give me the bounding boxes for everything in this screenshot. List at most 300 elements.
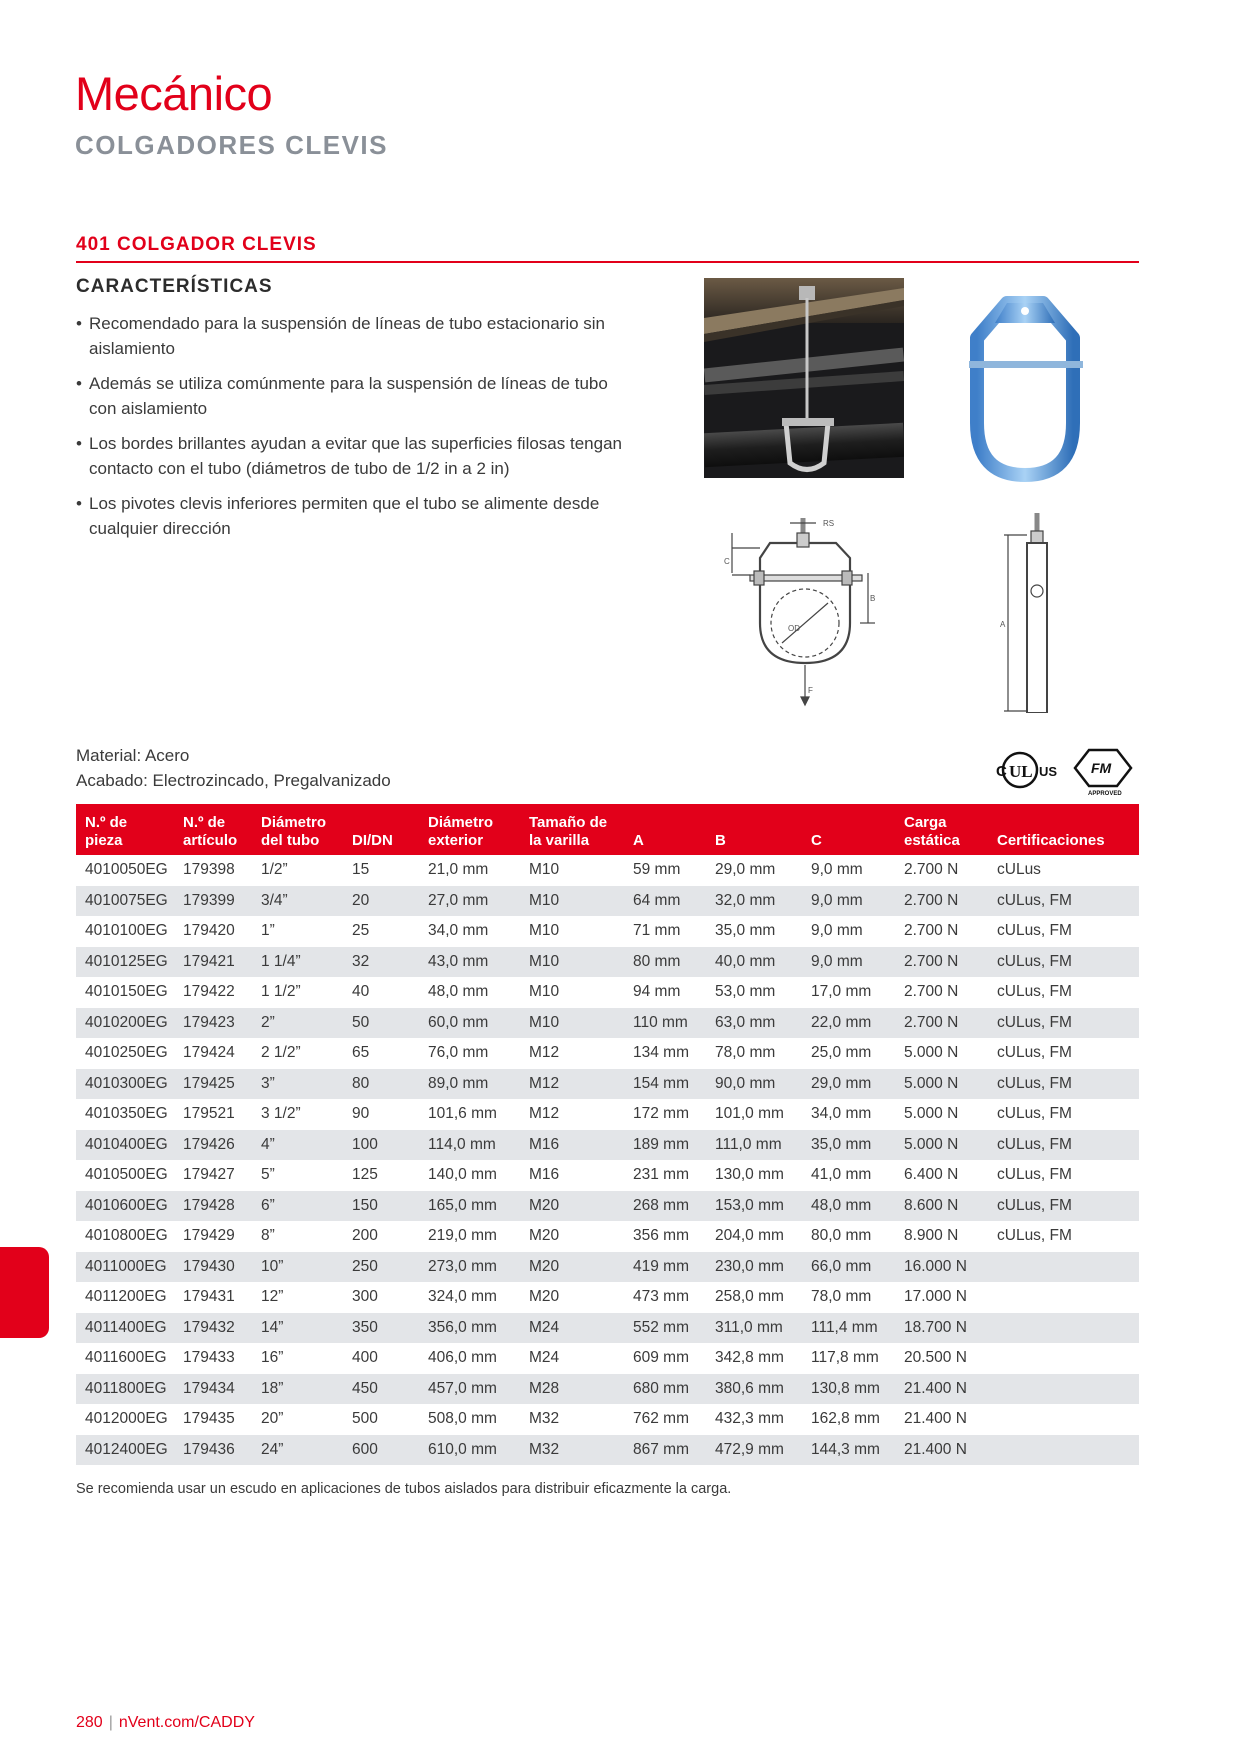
table-row xyxy=(76,947,1139,978)
table-cell: M20 xyxy=(529,1288,560,1306)
column-header xyxy=(988,804,1139,855)
table-cell: 179426 xyxy=(174,1130,252,1161)
table-cell: cULus, FM xyxy=(997,922,1072,940)
table-cell: 80 xyxy=(343,1069,419,1100)
table-cell: 21.400 N xyxy=(904,1410,967,1428)
table-cell: 35,0 mm xyxy=(715,922,776,940)
table-cell: 24” xyxy=(252,1435,343,1466)
table-cell: 356 mm xyxy=(633,1227,689,1245)
page-subtitle: COLGADORES CLEVIS xyxy=(75,130,388,160)
table-cell: 4010500EG xyxy=(85,1166,168,1184)
column-header-line: B xyxy=(715,832,726,849)
table-cell: M16 xyxy=(529,1166,560,1184)
table-cell xyxy=(988,1404,1139,1435)
table-header-row xyxy=(76,804,1139,855)
table-cell: M20 xyxy=(520,1191,624,1222)
table-cell: 130,8 mm xyxy=(802,1374,895,1405)
table-cell: 50 xyxy=(343,1008,419,1039)
table-cell: 22,0 mm xyxy=(802,1008,895,1039)
table-cell: cULus, FM xyxy=(988,947,1139,978)
table-cell: 552 mm xyxy=(624,1313,706,1344)
table-cell: 2 1/2” xyxy=(261,1044,301,1062)
table-cell: 18.700 N xyxy=(895,1313,988,1344)
table-cell: 6” xyxy=(252,1191,343,1222)
column-header-line: C xyxy=(811,832,822,849)
front-dimension-diagram xyxy=(720,513,890,713)
table-row xyxy=(76,1282,1139,1313)
table-cell: 8” xyxy=(261,1227,275,1245)
table-header xyxy=(76,804,1139,855)
table-cell: 117,8 mm xyxy=(811,1349,879,1367)
table-cell: 111,0 mm xyxy=(706,1130,802,1161)
table-cell xyxy=(988,1282,1139,1313)
table-cell: 204,0 mm xyxy=(715,1227,784,1245)
table-cell: 6.400 N xyxy=(904,1166,959,1184)
table-body xyxy=(76,855,1139,1465)
table-cell: 2” xyxy=(252,1008,343,1039)
table-cell: 473 mm xyxy=(633,1288,689,1306)
column-header xyxy=(802,804,895,855)
table-cell: 268 mm xyxy=(624,1191,706,1222)
table-cell: 610,0 mm xyxy=(419,1435,520,1466)
product-title: 401 COLGADOR CLEVIS xyxy=(76,234,317,255)
table-cell: 179431 xyxy=(183,1288,235,1306)
table-cell: 508,0 mm xyxy=(428,1410,497,1428)
table-cell: 231 mm xyxy=(633,1166,689,1184)
table-cell: 90 xyxy=(352,1105,370,1123)
column-header-line: exterior xyxy=(428,832,484,849)
table-cell: M24 xyxy=(520,1313,624,1344)
table-cell: 4010250EG xyxy=(85,1044,168,1062)
label-f: F xyxy=(808,686,813,695)
table-row xyxy=(76,886,1139,917)
table-cell: 59 mm xyxy=(633,861,681,879)
table-cell: 29,0 mm xyxy=(802,1069,895,1100)
section-divider xyxy=(76,261,1139,263)
features-heading: CARACTERÍSTICAS xyxy=(76,276,273,297)
table-cell: 179422 xyxy=(183,983,235,1001)
column-header-line xyxy=(715,814,802,832)
footnote: Se recomienda usar un escudo en aplicaciones de tubos aislados para distribuir eficazmente la carga. xyxy=(76,1481,732,1497)
table-cell: 150 xyxy=(343,1191,419,1222)
label-b: B xyxy=(870,594,876,603)
table-cell xyxy=(988,1313,1139,1344)
table-cell: 1” xyxy=(261,922,275,940)
column-header xyxy=(624,804,706,855)
table-cell: 29,0 mm xyxy=(715,861,776,879)
table-cell: 4012400EG xyxy=(76,1435,174,1466)
table-cell: 450 xyxy=(343,1374,419,1405)
table-cell: 4011000EG xyxy=(76,1252,174,1283)
table-cell: 4011400EG xyxy=(76,1313,174,1344)
table-cell: M10 xyxy=(520,1008,624,1039)
table-cell: 125 xyxy=(352,1166,378,1184)
table-cell: 179425 xyxy=(174,1069,252,1100)
table-cell: 179430 xyxy=(174,1252,252,1283)
table-cell: 311,0 mm xyxy=(706,1313,802,1344)
table-cell: 179427 xyxy=(183,1166,235,1184)
table-cell: cULus, FM xyxy=(988,886,1139,917)
column-header-line: Certificaciones xyxy=(997,832,1105,849)
table-cell: 78,0 mm xyxy=(715,1044,776,1062)
table-cell: 4011800EG xyxy=(76,1374,174,1405)
table-cell: 111,4 mm xyxy=(802,1313,895,1344)
table-row xyxy=(76,1435,1139,1466)
table-cell: 179435 xyxy=(183,1410,235,1428)
side-dimension-diagram xyxy=(1000,513,1080,713)
table-cell: 5.000 N xyxy=(895,1130,988,1161)
column-header-line xyxy=(352,814,419,832)
table-row xyxy=(76,916,1139,947)
table-cell: cULus, FM xyxy=(988,1008,1139,1039)
fm-approved-logo xyxy=(1075,750,1131,796)
table-cell: 4010400EG xyxy=(76,1130,174,1161)
table-cell: 10” xyxy=(252,1252,343,1283)
features-list xyxy=(76,311,636,551)
page-footer xyxy=(76,1714,255,1732)
table-cell: 762 mm xyxy=(633,1410,689,1428)
table-cell: 406,0 mm xyxy=(428,1349,497,1367)
table-cell: 273,0 mm xyxy=(419,1252,520,1283)
table-cell: M28 xyxy=(520,1374,624,1405)
table-cell: 16” xyxy=(261,1349,284,1367)
table-cell: cULus, FM xyxy=(988,1191,1139,1222)
table-cell: 3” xyxy=(252,1069,343,1100)
column-header xyxy=(520,804,624,855)
table-cell: 9,0 mm xyxy=(811,861,863,879)
table-cell: 16.000 N xyxy=(895,1252,988,1283)
fm-approved-text: APPROVED xyxy=(1088,791,1122,796)
table-cell: 1 1/4” xyxy=(252,947,343,978)
table-cell: cULus, FM xyxy=(997,1166,1072,1184)
table-cell: 179420 xyxy=(183,922,235,940)
table-cell: 100 xyxy=(343,1130,419,1161)
table-cell: cULus, FM xyxy=(997,1227,1072,1245)
table-cell: 27,0 mm xyxy=(419,886,520,917)
table-cell: 80,0 mm xyxy=(811,1227,872,1245)
table-cell: cULus, FM xyxy=(997,983,1072,1001)
table-cell: 2.700 N xyxy=(904,922,959,940)
table-cell: 172 mm xyxy=(633,1105,689,1123)
table-cell: 342,8 mm xyxy=(715,1349,784,1367)
table-cell: M12 xyxy=(520,1069,624,1100)
table-row xyxy=(76,1404,1139,1435)
table-cell: 219,0 mm xyxy=(428,1227,497,1245)
table-cell: 179423 xyxy=(174,1008,252,1039)
table-cell: 114,0 mm xyxy=(419,1130,520,1161)
table-cell: 4010050EG xyxy=(85,861,168,879)
table-cell: M10 xyxy=(529,983,560,1001)
table-cell: 18” xyxy=(252,1374,343,1405)
finish-text: Acabado: Electrozincado, Pregalvanizado xyxy=(76,771,391,790)
table-row xyxy=(76,977,1139,1008)
feature-item: • Recomendado para la suspensión de líneas de tubo estacionario sin aislamiento xyxy=(76,311,636,361)
table-cell: 250 xyxy=(343,1252,419,1283)
cul-us-logo xyxy=(996,753,1057,787)
table-row xyxy=(76,1252,1139,1283)
column-header-line: Diámetro xyxy=(428,814,494,831)
specifications-table xyxy=(76,804,1139,1465)
table-cell: 134 mm xyxy=(633,1044,689,1062)
table-cell: 5.000 N xyxy=(895,1069,988,1100)
table-cell: 3/4” xyxy=(252,886,343,917)
column-header-line: N.º de xyxy=(183,814,226,831)
table-cell: 101,0 mm xyxy=(715,1105,784,1123)
column-header xyxy=(895,804,988,855)
table-cell: 4010600EG xyxy=(76,1191,174,1222)
table-cell: 4010800EG xyxy=(85,1227,168,1245)
table-cell: 40 xyxy=(352,983,370,1001)
table-cell: M32 xyxy=(529,1410,560,1428)
table-row xyxy=(76,1099,1139,1130)
table-cell: M10 xyxy=(529,922,560,940)
table-cell: 130,0 mm xyxy=(715,1166,784,1184)
installation-photo xyxy=(704,278,904,478)
table-cell: 4010200EG xyxy=(76,1008,174,1039)
column-header-line: artículo xyxy=(183,832,238,849)
table-cell: 179436 xyxy=(174,1435,252,1466)
table-cell xyxy=(988,1374,1139,1405)
column-header-line: N.º de xyxy=(85,814,128,831)
table-cell: 25,0 mm xyxy=(811,1044,872,1062)
table-cell: 110 mm xyxy=(624,1008,706,1039)
table-cell: cULus, FM xyxy=(988,1130,1139,1161)
column-header-line: Diámetro xyxy=(261,814,327,831)
table-cell: 609 mm xyxy=(633,1349,689,1367)
table-cell: 154 mm xyxy=(624,1069,706,1100)
table-cell: 179399 xyxy=(174,886,252,917)
table-cell: M10 xyxy=(529,861,560,879)
table-row xyxy=(76,855,1139,886)
table-cell: 90,0 mm xyxy=(706,1069,802,1100)
table-cell: 356,0 mm xyxy=(419,1313,520,1344)
table-cell: 9,0 mm xyxy=(811,922,863,940)
table-cell: 2.700 N xyxy=(904,983,959,1001)
ul-us-text: US xyxy=(1039,764,1058,779)
table-cell: 32 xyxy=(343,947,419,978)
table-cell: 1 1/2” xyxy=(261,983,301,1001)
table-cell: 153,0 mm xyxy=(706,1191,802,1222)
table-cell: M32 xyxy=(520,1435,624,1466)
table-cell: 20.500 N xyxy=(904,1349,967,1367)
table-cell: 66,0 mm xyxy=(802,1252,895,1283)
column-header xyxy=(706,804,802,855)
table-cell: M12 xyxy=(529,1105,560,1123)
table-cell: 2.700 N xyxy=(904,861,959,879)
table-cell: 200 xyxy=(352,1227,378,1245)
table-cell: cULus, FM xyxy=(997,1105,1072,1123)
table-cell: 41,0 mm xyxy=(811,1166,872,1184)
table-cell: 179421 xyxy=(174,947,252,978)
table-cell: 53,0 mm xyxy=(715,983,776,1001)
table-cell: 21,0 mm xyxy=(428,861,489,879)
table-cell: 5” xyxy=(261,1166,275,1184)
table-row xyxy=(76,1374,1139,1405)
ul-text: UL xyxy=(1009,762,1033,781)
table-cell: 1/2” xyxy=(261,861,288,879)
table-cell: 76,0 mm xyxy=(428,1044,489,1062)
table-cell: 9,0 mm xyxy=(802,947,895,978)
table-cell: 25 xyxy=(352,922,370,940)
table-cell: M16 xyxy=(520,1130,624,1161)
table-cell: 300 xyxy=(352,1288,378,1306)
table-cell: 5.000 N xyxy=(904,1044,959,1062)
table-cell: 4010150EG xyxy=(85,983,168,1001)
table-cell: 35,0 mm xyxy=(802,1130,895,1161)
table-cell: 258,0 mm xyxy=(715,1288,784,1306)
table-cell: 94 mm xyxy=(633,983,681,1001)
table-cell: 65 xyxy=(352,1044,370,1062)
table-cell: 600 xyxy=(343,1435,419,1466)
table-cell: 21.400 N xyxy=(895,1435,988,1466)
material-info xyxy=(76,743,391,793)
table-cell: 179432 xyxy=(174,1313,252,1344)
table-cell: 500 xyxy=(352,1410,378,1428)
table-cell: 64 mm xyxy=(624,886,706,917)
table-row xyxy=(76,1130,1139,1161)
clevis-hanger-image xyxy=(955,283,1095,483)
table-row xyxy=(76,1313,1139,1344)
table-cell xyxy=(988,1343,1139,1374)
feature-item: • Los pivotes clevis inferiores permiten que el tubo se alimente desde cualquier dirección xyxy=(76,491,636,541)
table-cell: 4011200EG xyxy=(85,1288,167,1306)
table-cell: 179429 xyxy=(183,1227,235,1245)
feature-item: • Además se utiliza comúnmente para la suspensión de líneas de tubo con aislamiento xyxy=(76,371,636,421)
table-cell: 21.400 N xyxy=(895,1374,988,1405)
table-cell: 5.000 N xyxy=(904,1105,959,1123)
column-header xyxy=(174,804,252,855)
table-cell: 2.700 N xyxy=(895,1008,988,1039)
table-row xyxy=(76,1008,1139,1039)
table-cell: M10 xyxy=(520,947,624,978)
table-cell: cULus, FM xyxy=(997,1044,1072,1062)
table-cell: 4010350EG xyxy=(85,1105,168,1123)
table-cell: 324,0 mm xyxy=(428,1288,497,1306)
table-cell: 680 mm xyxy=(624,1374,706,1405)
table-cell: 432,3 mm xyxy=(715,1410,784,1428)
table-cell: 15 xyxy=(352,861,370,879)
column-header-line xyxy=(811,814,895,832)
table-cell: 9,0 mm xyxy=(802,886,895,917)
table-cell: 14” xyxy=(252,1313,343,1344)
column-header-line: pieza xyxy=(85,832,123,849)
table-cell: 17,0 mm xyxy=(811,983,872,1001)
feature-item: • Los bordes brillantes ayudan a evitar que las superficies filosas tengan contacto con el tubo (diámetros de tubo de 1/2 in a 2 in) xyxy=(76,431,636,481)
table-cell: 34,0 mm xyxy=(811,1105,872,1123)
table-cell: 380,6 mm xyxy=(706,1374,802,1405)
column-header-line: del tubo xyxy=(261,832,320,849)
table-cell: M10 xyxy=(520,886,624,917)
table-cell: 8.600 N xyxy=(895,1191,988,1222)
column-header-line: DI/DN xyxy=(352,832,393,849)
table-row xyxy=(76,1343,1139,1374)
column-header-line xyxy=(633,814,706,832)
table-cell: 2.700 N xyxy=(895,947,988,978)
fm-text: FM xyxy=(1091,760,1112,776)
table-cell: cULus, FM xyxy=(988,1069,1139,1100)
table-row xyxy=(76,1191,1139,1222)
table-cell: 179424 xyxy=(183,1044,235,1062)
table-cell: 419 mm xyxy=(624,1252,706,1283)
table-cell: 80 mm xyxy=(624,947,706,978)
table-cell: 179433 xyxy=(183,1349,235,1367)
table-cell: 179434 xyxy=(174,1374,252,1405)
table-row xyxy=(76,1069,1139,1100)
table-cell: 189 mm xyxy=(624,1130,706,1161)
table-cell: 43,0 mm xyxy=(419,947,520,978)
table-cell: 162,8 mm xyxy=(811,1410,880,1428)
table-cell: 472,9 mm xyxy=(706,1435,802,1466)
column-header-line: Carga xyxy=(904,814,947,831)
column-header xyxy=(76,804,174,855)
page-title: Mecánico xyxy=(75,67,273,120)
table-cell: 179428 xyxy=(174,1191,252,1222)
table-cell: 101,6 mm xyxy=(428,1105,497,1123)
footer-link[interactable]: nVent.com/CADDY xyxy=(118,1714,255,1731)
table-cell: cULus xyxy=(997,861,1041,879)
table-cell: 179398 xyxy=(183,861,235,879)
column-header-line: Tamaño de xyxy=(529,814,608,831)
table-cell: 63,0 mm xyxy=(706,1008,802,1039)
table-cell: 48,0 mm xyxy=(428,983,489,1001)
table-cell: 20” xyxy=(261,1410,284,1428)
table-cell: 4012000EG xyxy=(85,1410,168,1428)
page-number: 280 xyxy=(76,1714,103,1731)
table-cell: 8.900 N xyxy=(904,1227,959,1245)
certification-logos xyxy=(985,746,1135,796)
ul-c-text: C xyxy=(996,763,1007,780)
table-cell: 40,0 mm xyxy=(706,947,802,978)
table-cell: M20 xyxy=(529,1227,560,1245)
label-a: A xyxy=(1000,620,1006,629)
table-cell: 140,0 mm xyxy=(428,1166,497,1184)
table-row xyxy=(76,1038,1139,1069)
table-cell: 48,0 mm xyxy=(802,1191,895,1222)
table-cell: 4010300EG xyxy=(76,1069,174,1100)
column-header-line: la varilla xyxy=(529,832,590,849)
column-header xyxy=(343,804,419,855)
table-cell: 34,0 mm xyxy=(428,922,489,940)
table-cell: 179521 xyxy=(183,1105,235,1123)
footer-separator: | xyxy=(108,1714,113,1731)
table-cell: 89,0 mm xyxy=(419,1069,520,1100)
table-cell: 4011600EG xyxy=(85,1349,167,1367)
table-cell: M12 xyxy=(529,1044,560,1062)
table-row xyxy=(76,1221,1139,1252)
table-cell: 867 mm xyxy=(624,1435,706,1466)
table-row xyxy=(76,1160,1139,1191)
material-text: Material: Acero xyxy=(76,746,190,765)
label-c: C xyxy=(724,557,730,566)
column-header-line xyxy=(997,814,1139,832)
table-cell: 4010075EG xyxy=(76,886,174,917)
table-cell: 32,0 mm xyxy=(706,886,802,917)
table-cell xyxy=(988,1252,1139,1283)
table-cell: 4010100EG xyxy=(85,922,168,940)
label-od: OD xyxy=(788,624,800,633)
column-header-line: A xyxy=(633,832,644,849)
table-cell: 71 mm xyxy=(633,922,681,940)
table-cell: 457,0 mm xyxy=(419,1374,520,1405)
table-cell: 165,0 mm xyxy=(419,1191,520,1222)
table-cell: 2.700 N xyxy=(895,886,988,917)
table-cell xyxy=(988,1435,1139,1466)
table-cell: 144,3 mm xyxy=(802,1435,895,1466)
table-cell: M24 xyxy=(529,1349,560,1367)
table-cell: 60,0 mm xyxy=(419,1008,520,1039)
column-header xyxy=(252,804,343,855)
section-tab-marker xyxy=(0,1247,49,1338)
